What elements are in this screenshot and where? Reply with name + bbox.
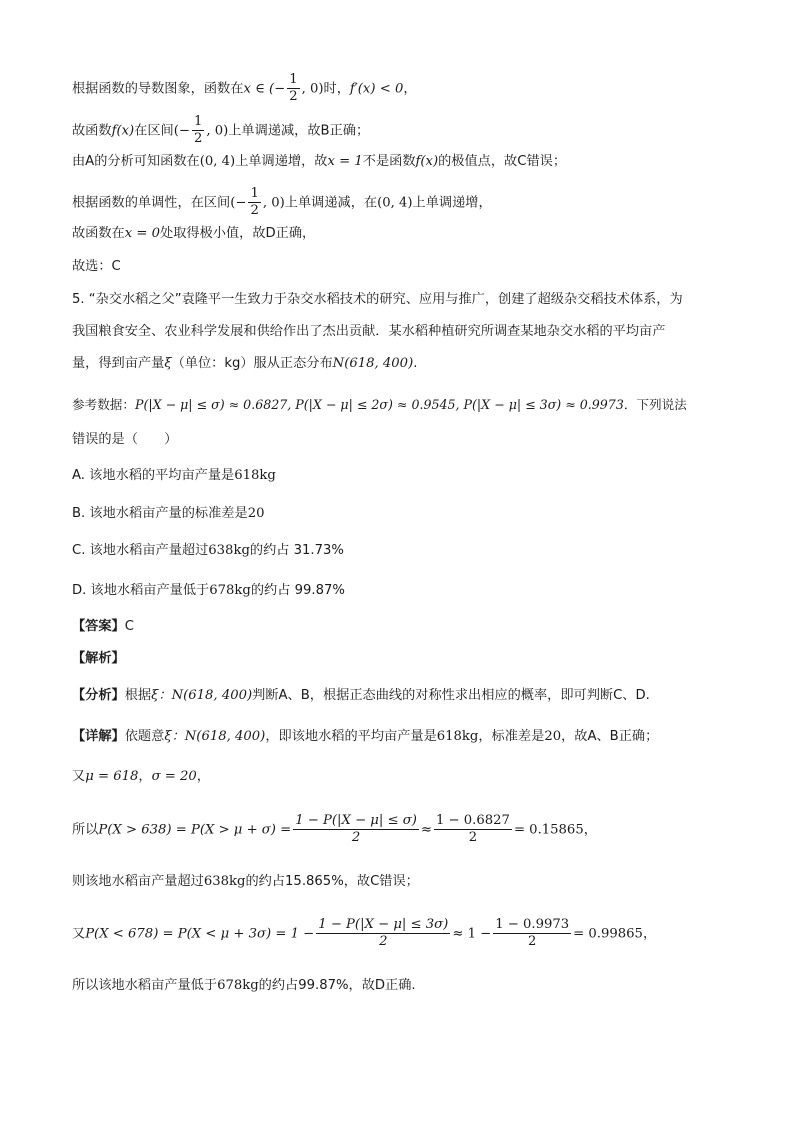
math: μ = 618 (85, 769, 139, 784)
text: 故函数在 (72, 226, 125, 241)
math: f(x) (111, 123, 135, 139)
analysis-tag: 【分析】 (72, 688, 125, 703)
question-line-2: 我国粮食安全、农业科学发展和供给作出了杰出贡献．某水稻种植研究所调查某地杂交水稻的平均亩产 (72, 324, 666, 339)
math: P(|X − μ| ≤ σ) ≈ 0.6827, P(|X − μ| ≤ 2σ) ≈ 0.9545, P(|X − μ| ≤ 3σ) ≈ 0.9973 (134, 397, 624, 412)
fraction-denominator: 2 (351, 830, 361, 845)
math: (0, 4) (199, 154, 236, 169)
equation-2 (72, 917, 656, 950)
text: 根据 (124, 688, 152, 703)
math: ≈ (420, 822, 432, 838)
text: 所以 (72, 822, 99, 838)
fraction-numerator: 1 (289, 72, 298, 87)
text: ， (583, 822, 597, 838)
text: 又 (72, 769, 86, 784)
line-5 (72, 225, 315, 243)
math: 618kg (436, 729, 479, 744)
option-c (72, 542, 344, 560)
text: 故函数 (72, 123, 112, 139)
text: ，故A、B正确； (561, 729, 659, 744)
text: 上单调递减，在 (284, 195, 378, 211)
text: 的约占 31.73% (249, 543, 344, 558)
math: P(X > 638) = P(X > μ + σ) = (98, 822, 292, 838)
fraction (316, 917, 450, 950)
math: N(618, 400) (171, 688, 253, 703)
math: x = 0 (124, 226, 161, 241)
fraction-numerator: 1 − P(|X − μ| ≤ σ) (295, 813, 417, 828)
text: 上单调递增， (412, 195, 492, 211)
text: . (413, 356, 418, 371)
math: (− (230, 195, 247, 211)
question-line-1: 5. “杂交水稻之父”袁隆平一生致力于杂交水稻技术的研究、应用与推广，创建了超级杂交稻技术体系，为 (72, 292, 683, 307)
option-d (72, 582, 345, 600)
text: 判断A、B，根据正态曲线的对称性求出相应的概率，即可判断C、D. (252, 688, 650, 703)
fraction-denominator: 2 (193, 131, 203, 146)
text: 的极值点，故C错误； (438, 154, 567, 169)
text: ，即该地水稻的平均亩产量是 (265, 729, 437, 744)
text: ，标准差是 (478, 729, 545, 744)
text: （单位：kg）服从正态分布 (171, 356, 333, 371)
math: x = 1 (327, 154, 363, 169)
text: B. 该地水稻亩产量的标准差是 (72, 506, 248, 521)
text: 时， (323, 81, 350, 97)
detail-tag: 【详解】 (72, 729, 125, 744)
math: = 0.15865 (513, 822, 584, 838)
text: 上单调递增，故 (235, 154, 328, 169)
question-line-3 (72, 355, 417, 373)
math: f(x) (415, 154, 439, 169)
text: ， (196, 769, 210, 784)
answer-label: 【答案】 (72, 619, 125, 634)
math: (0, 4) (377, 195, 413, 211)
analysis-label: 【解析】 (72, 651, 125, 666)
math: = 0.99865 (573, 926, 643, 942)
fraction-numerator: 1 − P(|X − μ| ≤ 3σ) (318, 917, 449, 932)
mu-sigma-line (72, 768, 210, 786)
line-3 (72, 153, 566, 171)
fraction-denominator: 2 (379, 934, 388, 949)
text: 根据函数的单调性，在区间 (72, 195, 231, 211)
math: 618kg (234, 468, 276, 483)
math: 638kg (208, 543, 250, 558)
text: 参考数据： (72, 397, 135, 412)
text: 的约占99.87%，故D正确. (258, 978, 416, 993)
line-1 (72, 72, 417, 105)
text: 依题意 (124, 729, 165, 744)
text: D. 该地水稻亩产量低于 (72, 583, 210, 598)
analysis-line (72, 687, 650, 705)
reference-data (72, 396, 687, 414)
conclusion-d (72, 977, 416, 995)
text: ．下列说法 (623, 397, 687, 412)
fraction (434, 813, 512, 846)
fraction (493, 917, 571, 950)
fraction (287, 72, 299, 105)
fraction-numerator: 1 (193, 114, 203, 129)
fraction-numerator: 1 − 0.9973 (495, 917, 570, 932)
math: , 0) (262, 195, 285, 211)
fraction-denominator: 2 (250, 203, 259, 218)
text: 由A的分析可知函数在 (72, 154, 200, 169)
text: 在区间 (134, 123, 174, 139)
math: P(X < 678) = P(X < μ + 3σ) = 1 − (85, 926, 315, 942)
option-a (72, 467, 276, 485)
fraction-numerator: 1 (250, 186, 259, 201)
text: 的约占15.865%，故C错误； (245, 874, 419, 889)
conclusion-c (72, 873, 419, 891)
text: A. 该地水稻的平均亩产量是 (72, 468, 235, 483)
analysis-heading (72, 650, 125, 668)
text: 所以该地水稻亩产量低于 (72, 978, 218, 993)
line-6: 故选：C (72, 259, 121, 274)
text: ， (642, 926, 657, 942)
math: ξ： (151, 688, 172, 703)
line-2 (72, 114, 369, 147)
fraction (192, 114, 204, 147)
math: σ = 20 (151, 769, 197, 784)
text: C. 该地水稻亩产量超过 (72, 543, 209, 558)
text: 处取得极小值，故D正确， (160, 226, 316, 241)
math: x ∈ (− (243, 81, 286, 97)
text: 量，得到亩产量 (72, 356, 165, 371)
text: 则该地水稻亩产量超过 (72, 874, 204, 889)
math: 678kg (209, 583, 251, 598)
math: , 0) (206, 123, 229, 139)
math: , 0) (301, 81, 324, 97)
math: N(618, 400) (332, 356, 414, 371)
answer-value: C (124, 619, 134, 634)
text: 根据函数的导数图象，函数在 (72, 81, 244, 97)
question-line-5: 错误的是（ ） (72, 432, 178, 447)
text: 上单调递减，故B正确； (228, 123, 370, 139)
text: ， (403, 81, 417, 97)
text: 不是函数 (362, 154, 416, 169)
fraction-denominator: 2 (289, 89, 298, 104)
answer-line (72, 618, 134, 636)
line-4 (72, 186, 492, 219)
equation-1 (72, 813, 597, 846)
math: ξ： (164, 729, 185, 744)
text: ， (138, 769, 152, 784)
math: 638kg (203, 874, 246, 889)
math: ξ (164, 356, 172, 371)
math: 20 (247, 506, 265, 521)
text: 又 (72, 926, 86, 942)
option-b (72, 505, 264, 523)
fraction-denominator: 2 (527, 934, 537, 949)
fraction-numerator: 1 − 0.6827 (435, 813, 510, 828)
detail-line (72, 728, 658, 746)
fraction-denominator: 2 (468, 830, 478, 845)
text: 的约占 99.87% (250, 583, 345, 598)
fraction (293, 813, 419, 846)
math: ≈ 1 − (452, 926, 492, 942)
math: 678kg (217, 978, 259, 993)
math: f′(x) < 0 (349, 81, 404, 97)
math: N(618, 400) (184, 729, 266, 744)
math: 20 (544, 729, 562, 744)
math: (− (173, 123, 190, 139)
fraction (248, 186, 260, 219)
